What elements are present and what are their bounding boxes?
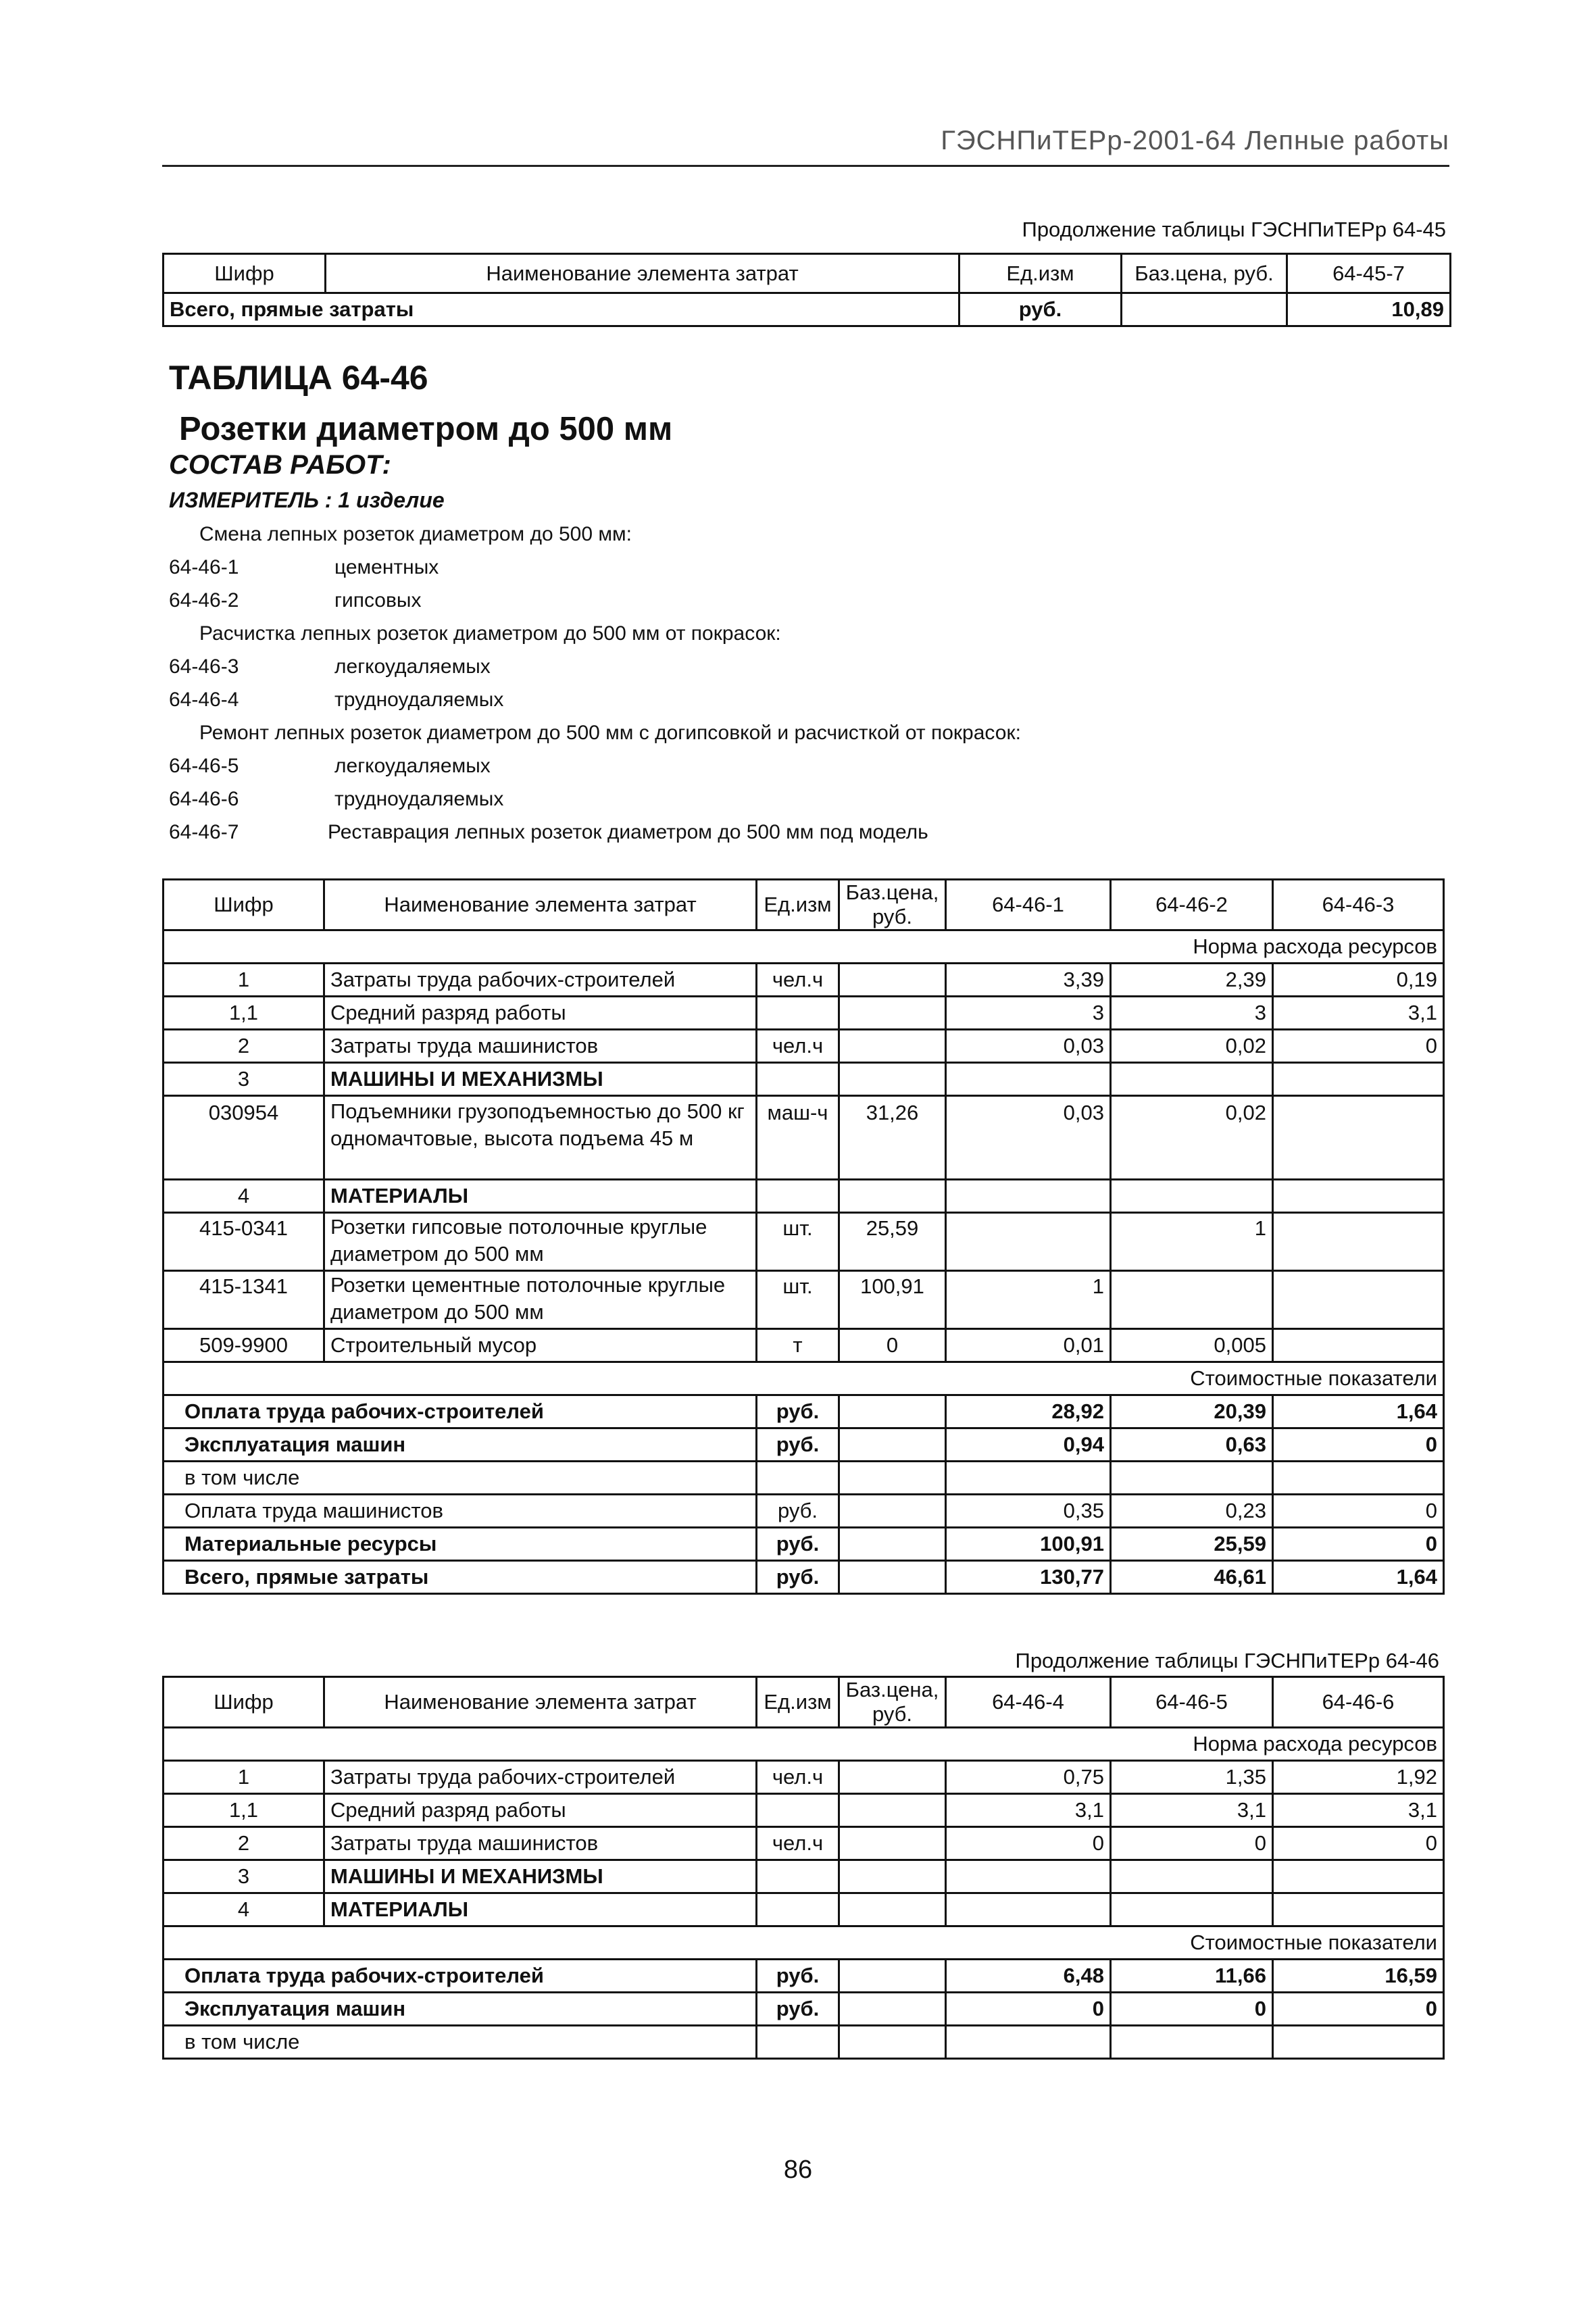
- cost-row: [164, 1428, 1444, 1462]
- row-name: Затраты труда рабочих-строителей: [324, 1761, 757, 1794]
- cost-value: 0: [1273, 1528, 1444, 1561]
- table-subtitle: Розетки диаметром до 500 мм: [179, 411, 673, 447]
- section-heading: МАШИНЫ И МЕХАНИЗМЫ: [324, 1860, 757, 1893]
- cost-row: [164, 1960, 1444, 1993]
- table-row: [164, 1794, 1444, 1827]
- cost-value: 0: [1273, 1428, 1444, 1462]
- cost-value: 11,66: [1111, 1960, 1273, 1993]
- work-code: 64-46-2: [169, 589, 239, 612]
- cost-name: Эксплуатация машин: [164, 1993, 757, 2026]
- section-row: [164, 1893, 1444, 1926]
- cost-name: Материальные ресурсы: [164, 1528, 757, 1561]
- work-text: гипсовых: [334, 589, 422, 612]
- row-code: 3: [164, 1063, 324, 1096]
- row-unit: чел.ч: [757, 1030, 839, 1063]
- row-value: 1: [946, 1271, 1111, 1329]
- work-text: Реставрация лепных розеток диаметром до 500 мм под модель: [328, 821, 928, 843]
- cost-value: 0,63: [1111, 1428, 1273, 1462]
- col-header-64-46-6: 64-46-6: [1273, 1677, 1444, 1728]
- row-code: 030954: [164, 1096, 324, 1180]
- row-value: [946, 1213, 1111, 1271]
- cost-value: 100,91: [946, 1528, 1111, 1561]
- col-header-code: Шифр: [164, 1677, 324, 1728]
- table-row: [164, 997, 1444, 1030]
- row-value: 0: [1273, 1827, 1444, 1860]
- row-value: [1273, 1271, 1444, 1329]
- row-code: 4: [164, 1180, 324, 1213]
- row-code: 509-9900: [164, 1329, 324, 1362]
- cost-value: 0,94: [946, 1428, 1111, 1462]
- cost-unit: руб.: [757, 1960, 839, 1993]
- work-text: цементных: [334, 556, 439, 578]
- row-price: [839, 964, 946, 997]
- work-code: 64-46-6: [169, 788, 239, 810]
- row-price: 100,91: [839, 1271, 946, 1329]
- row-unit: [757, 1794, 839, 1827]
- cost-value: 6,48: [946, 1960, 1111, 1993]
- cost-row: [164, 1528, 1444, 1561]
- cost-value: 16,59: [1273, 1960, 1444, 1993]
- total-value: 10,89: [1287, 293, 1451, 326]
- section-row: [164, 1063, 1444, 1096]
- row-code: 4: [164, 1893, 324, 1926]
- cost-value: 1,64: [1273, 1395, 1444, 1428]
- work-code: 64-46-3: [169, 655, 239, 678]
- row-name: Затраты труда машинистов: [324, 1827, 757, 1860]
- work-line-heading: Ремонт лепных розеток диаметром до 500 мм с догипсовкой и расчисткой от покрасок:: [199, 722, 1021, 744]
- col-header-code: Шифр: [164, 880, 324, 930]
- row-value: 3,1: [1273, 1794, 1444, 1827]
- cost-value: 0,35: [946, 1495, 1111, 1528]
- cost-value: 0,23: [1111, 1495, 1273, 1528]
- row-value: 3,1: [1273, 997, 1444, 1030]
- col-header-code: Шифр: [164, 254, 326, 293]
- table-title: ТАБЛИЦА 64-46: [169, 359, 428, 397]
- row-price: 0: [839, 1329, 946, 1362]
- row-value: 1,35: [1111, 1761, 1273, 1794]
- row-code: 415-0341: [164, 1213, 324, 1271]
- col-header-price: Баз.цена, руб.: [1122, 254, 1287, 293]
- row-unit: чел.ч: [757, 964, 839, 997]
- running-header: ГЭСНПиТЕРр-2001-64 Лепные работы: [941, 126, 1449, 155]
- cost-name: Оплата труда рабочих-строителей: [164, 1960, 757, 1993]
- row-value: [1111, 1271, 1273, 1329]
- row-value: [1273, 1213, 1444, 1271]
- table-row: [164, 1096, 1444, 1180]
- work-text: трудноудаляемых: [334, 788, 504, 810]
- cost-name: Оплата труда рабочих-строителей: [164, 1395, 757, 1428]
- cost-value: 130,77: [946, 1561, 1111, 1594]
- col-header-unit: Ед.изм: [959, 254, 1122, 293]
- row-name: Затраты труда машинистов: [324, 1030, 757, 1063]
- work-text: легкоудаляемых: [334, 755, 491, 777]
- cost-name: Всего, прямые затраты: [164, 1561, 757, 1594]
- row-name: Розетки гипсовые потолочные круглые диаметром до 500 мм: [324, 1213, 757, 1271]
- row-value: 0,75: [946, 1761, 1111, 1794]
- total-unit: руб.: [959, 293, 1122, 326]
- continuation-label: Продолжение таблицы ГЭСНПиТЕРр 64-45: [1022, 218, 1446, 241]
- table-64-46: [162, 878, 1445, 1595]
- cost-row: [164, 1462, 1444, 1495]
- work-code: 64-46-1: [169, 556, 239, 578]
- row-code: 415-1341: [164, 1271, 324, 1329]
- cost-row: [164, 1495, 1444, 1528]
- col-header-64-46-4: 64-46-4: [946, 1677, 1111, 1728]
- cost-label: Стоимостные показатели: [164, 1362, 1444, 1395]
- row-value: 1: [1111, 1213, 1273, 1271]
- row-value: 3,1: [946, 1794, 1111, 1827]
- work-code: 64-46-7: [169, 821, 239, 843]
- cost-row: [164, 1395, 1444, 1428]
- page-number: 86: [783, 2156, 813, 2184]
- norm-label: Норма расхода ресурсов: [164, 1728, 1444, 1761]
- row-code: 1: [164, 1761, 324, 1794]
- row-value: 3: [1111, 997, 1273, 1030]
- row-code: 2: [164, 1827, 324, 1860]
- cost-value: 1,64: [1273, 1561, 1444, 1594]
- cost-value: 20,39: [1111, 1395, 1273, 1428]
- cost-unit: руб.: [757, 1495, 839, 1528]
- work-line-heading: Расчистка лепных розеток диаметром до 500 мм от покрасок:: [199, 622, 781, 645]
- row-value: 0: [946, 1827, 1111, 1860]
- row-value: 3,1: [1111, 1794, 1273, 1827]
- col-header-64-46-2: 64-46-2: [1111, 880, 1273, 930]
- row-value: [1273, 1329, 1444, 1362]
- cost-label: Стоимостные показатели: [164, 1926, 1444, 1960]
- row-value: 0,02: [1111, 1096, 1273, 1180]
- work-code: 64-46-4: [169, 689, 239, 711]
- table-row: [164, 1030, 1444, 1063]
- col-header-unit: Ед.изм: [757, 1677, 839, 1728]
- row-value: 2,39: [1111, 964, 1273, 997]
- row-name: Средний разряд работы: [324, 1794, 757, 1827]
- table-row: [164, 1827, 1444, 1860]
- col-header-price: Баз.цена, руб.: [839, 1677, 946, 1728]
- col-header-64-45-7: 64-45-7: [1287, 254, 1451, 293]
- col-header-name: Наименование элемента затрат: [324, 1677, 757, 1728]
- meter-label: ИЗМЕРИТЕЛЬ : 1 изделие: [169, 488, 445, 512]
- row-price: [839, 1761, 946, 1794]
- col-header-unit: Ед.изм: [757, 880, 839, 930]
- row-price: [839, 1827, 946, 1860]
- cost-value: 0: [1111, 1993, 1273, 2026]
- table-row: [164, 1271, 1444, 1329]
- table-row: [164, 964, 1444, 997]
- table-64-45-continuation: [162, 253, 1451, 327]
- row-unit: шт.: [757, 1271, 839, 1329]
- cost-name: в том числе: [164, 1462, 757, 1495]
- row-value: 0,01: [946, 1329, 1111, 1362]
- cost-unit: руб.: [757, 1993, 839, 2026]
- row-code: 1,1: [164, 1794, 324, 1827]
- cost-value: 0: [946, 1993, 1111, 2026]
- col-header-price: Баз.цена, руб.: [839, 880, 946, 930]
- row-value: 3: [946, 997, 1111, 1030]
- table-64-46-continuation: [162, 1676, 1445, 2060]
- total-price: [1122, 293, 1287, 326]
- row-value: 0,005: [1111, 1329, 1273, 1362]
- section-heading: МАШИНЫ И МЕХАНИЗМЫ: [324, 1063, 757, 1096]
- cost-value: 0: [1273, 1993, 1444, 2026]
- row-unit: [757, 997, 839, 1030]
- row-name: Розетки цементные потолочные круглые диаметром до 500 мм: [324, 1271, 757, 1329]
- section-heading: МАТЕРИАЛЫ: [324, 1893, 757, 1926]
- table-row: [164, 1329, 1444, 1362]
- section-heading: МАТЕРИАЛЫ: [324, 1180, 757, 1213]
- row-name: Затраты труда рабочих-строителей: [324, 964, 757, 997]
- header-rule: [162, 165, 1449, 167]
- row-price: [839, 997, 946, 1030]
- col-header-name: Наименование элемента затрат: [324, 880, 757, 930]
- row-unit: шт.: [757, 1213, 839, 1271]
- cost-unit: руб.: [757, 1561, 839, 1594]
- cost-name: Оплата труда машинистов: [164, 1495, 757, 1528]
- row-unit: маш-ч: [757, 1096, 839, 1180]
- cost-name: Эксплуатация машин: [164, 1428, 757, 1462]
- row-unit: чел.ч: [757, 1827, 839, 1860]
- row-value: 3,39: [946, 964, 1111, 997]
- work-text: трудноудаляемых: [334, 689, 504, 711]
- row-price: [839, 1794, 946, 1827]
- col-header-64-46-5: 64-46-5: [1111, 1677, 1273, 1728]
- row-value: 0: [1273, 1030, 1444, 1063]
- row-code: 2: [164, 1030, 324, 1063]
- total-label: Всего, прямые затраты: [164, 293, 959, 326]
- row-value: 0,19: [1273, 964, 1444, 997]
- continuation-label: Продолжение таблицы ГЭСНПиТЕРр 64-46: [1015, 1649, 1439, 1672]
- cost-row: [164, 1993, 1444, 2026]
- row-name: Подъемники грузоподъемностью до 500 кг одномачтовые, высота подъема 45 м: [324, 1096, 757, 1180]
- norm-label: Норма расхода ресурсов: [164, 930, 1444, 964]
- cost-unit: руб.: [757, 1528, 839, 1561]
- section-row: [164, 1180, 1444, 1213]
- row-value: 0,03: [946, 1030, 1111, 1063]
- row-code: 1: [164, 964, 324, 997]
- cost-row: [164, 2026, 1444, 2059]
- row-value: [1273, 1096, 1444, 1180]
- row-value: 0: [1111, 1827, 1273, 1860]
- table-row: [164, 1761, 1444, 1794]
- cost-unit: руб.: [757, 1428, 839, 1462]
- section-row: [164, 1860, 1444, 1893]
- cost-unit: руб.: [757, 1395, 839, 1428]
- work-text: легкоудаляемых: [334, 655, 491, 678]
- row-unit: чел.ч: [757, 1761, 839, 1794]
- work-line-heading: Смена лепных розеток диаметром до 500 мм:: [199, 523, 632, 545]
- table-row: [164, 1213, 1444, 1271]
- row-value: 1,92: [1273, 1761, 1444, 1794]
- row-code: 1,1: [164, 997, 324, 1030]
- row-unit: т: [757, 1329, 839, 1362]
- row-price: [839, 1030, 946, 1063]
- col-header-name: Наименование элемента затрат: [326, 254, 959, 293]
- cost-value: 0: [1273, 1495, 1444, 1528]
- row-price: 25,59: [839, 1213, 946, 1271]
- work-code: 64-46-5: [169, 755, 239, 777]
- row-value: 0,02: [1111, 1030, 1273, 1063]
- row-value: 0,03: [946, 1096, 1111, 1180]
- col-header-64-46-3: 64-46-3: [1273, 880, 1444, 930]
- row-price: 31,26: [839, 1096, 946, 1180]
- col-header-64-46-1: 64-46-1: [946, 880, 1111, 930]
- cost-row: [164, 1561, 1444, 1594]
- row-name: Средний разряд работы: [324, 997, 757, 1030]
- cost-name: в том числе: [164, 2026, 757, 2059]
- row-name: Строительный мусор: [324, 1329, 757, 1362]
- cost-value: 46,61: [1111, 1561, 1273, 1594]
- cost-value: 25,59: [1111, 1528, 1273, 1561]
- composition-heading: СОСТАВ РАБОТ:: [169, 450, 391, 480]
- cost-value: 28,92: [946, 1395, 1111, 1428]
- row-code: 3: [164, 1860, 324, 1893]
